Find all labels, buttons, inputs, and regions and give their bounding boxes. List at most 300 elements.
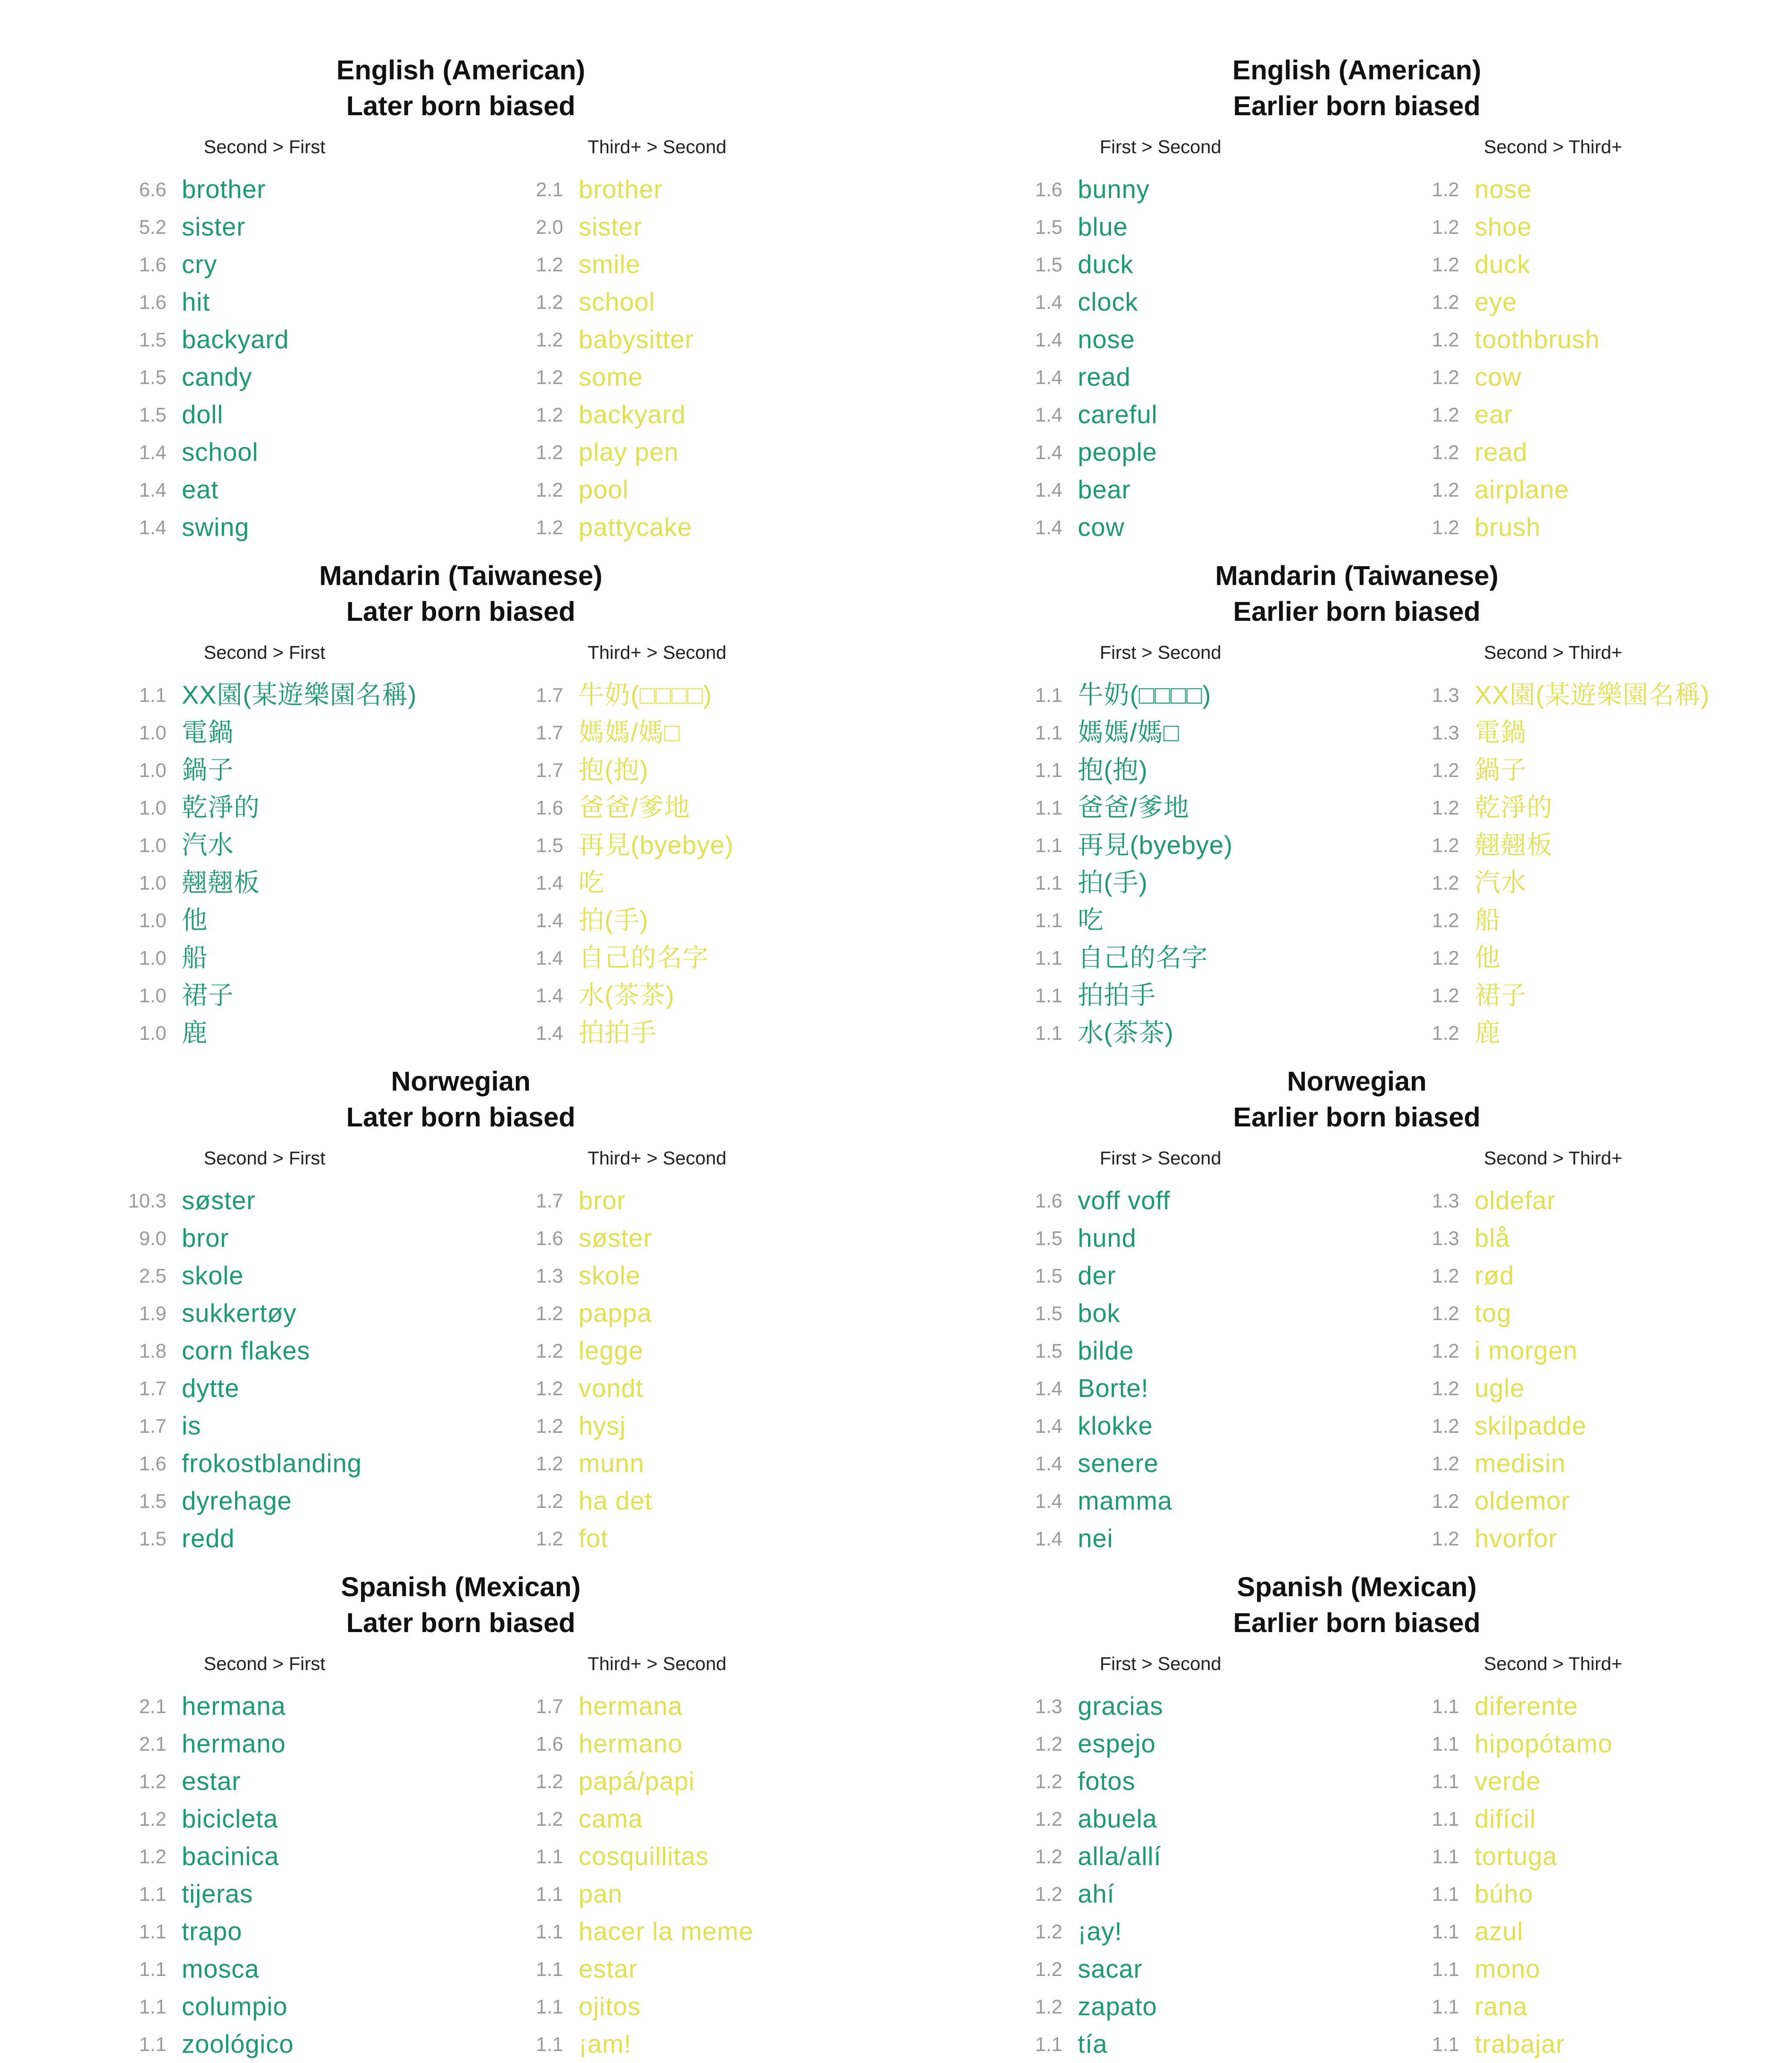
panel bbox=[896, 0, 1792, 541]
list-item bbox=[1417, 1370, 1792, 1407]
ratio-value: 1.7 bbox=[536, 1695, 563, 1717]
ratio-value: 1.4 bbox=[1035, 516, 1062, 538]
ratio-value: 1.7 bbox=[139, 1415, 166, 1437]
word: toothbrush bbox=[1475, 325, 1600, 354]
panel bbox=[896, 1011, 1792, 1553]
list-item bbox=[521, 1482, 905, 1520]
ratio-value: 1.2 bbox=[536, 253, 563, 276]
ratio-value: 1.2 bbox=[1432, 366, 1459, 388]
list-item bbox=[124, 1407, 508, 1445]
ratio-value: 1.3 bbox=[1432, 1227, 1459, 1249]
word: 拍(手) bbox=[579, 906, 649, 934]
word-list bbox=[124, 1688, 508, 2063]
ratio-value: 1.4 bbox=[1035, 366, 1062, 388]
ratio-value: 1.1 bbox=[1035, 722, 1062, 744]
word: 鍋子 bbox=[1475, 756, 1527, 784]
ratio-value: 1.1 bbox=[1432, 1958, 1459, 1980]
list-item bbox=[124, 2025, 508, 2063]
list-item bbox=[1020, 2025, 1404, 2063]
list-item bbox=[1417, 1219, 1792, 1257]
list-item bbox=[1417, 471, 1792, 509]
word: play pen bbox=[579, 438, 679, 466]
word: hermano bbox=[579, 1729, 683, 1758]
word: some bbox=[579, 363, 643, 391]
ratio-value: 9.0 bbox=[139, 1227, 166, 1249]
ratio-value: 1.4 bbox=[1035, 1415, 1062, 1437]
ratio-value: 1.3 bbox=[536, 1265, 563, 1287]
word: abuela bbox=[1078, 1804, 1158, 1833]
list-item bbox=[1020, 396, 1404, 434]
word: clock bbox=[1078, 288, 1138, 316]
column-header: Second > Third+ bbox=[1484, 1148, 1623, 1169]
ratio-value: 1.2 bbox=[536, 479, 563, 501]
word: 電鍋 bbox=[1475, 718, 1527, 747]
word: 水(茶茶) bbox=[579, 981, 675, 1010]
list-item bbox=[124, 1725, 508, 1763]
ratio-value: 1.2 bbox=[1432, 253, 1459, 276]
word: vondt bbox=[579, 1374, 643, 1402]
ratio-value: 1.1 bbox=[1035, 797, 1062, 819]
list-item bbox=[521, 751, 905, 789]
word: cosquillitas bbox=[579, 1842, 709, 1871]
ratio-value: 1.2 bbox=[536, 404, 563, 426]
word: estar bbox=[579, 1955, 638, 1983]
word: airplane bbox=[1475, 475, 1569, 504]
list-item bbox=[521, 396, 905, 434]
word: school bbox=[579, 288, 655, 316]
ratio-value: 1.5 bbox=[1035, 1265, 1062, 1287]
list-item bbox=[1417, 1295, 1792, 1332]
list-item bbox=[124, 1295, 508, 1332]
word: smile bbox=[579, 250, 641, 279]
word: 翹翹板 bbox=[1475, 831, 1553, 859]
word: skole bbox=[182, 1261, 244, 1290]
ratio-value: 1.2 bbox=[1432, 834, 1459, 856]
word: mono bbox=[1475, 1955, 1541, 1983]
ratio-value: 1.2 bbox=[1432, 479, 1459, 501]
list-item bbox=[1417, 1688, 1792, 1725]
panel-bias: Later born biased bbox=[346, 596, 576, 627]
word: ha det bbox=[579, 1487, 652, 1515]
word: dyrehage bbox=[182, 1487, 292, 1515]
list-item bbox=[1020, 1407, 1404, 1445]
word-list bbox=[1020, 1688, 1404, 2063]
ratio-value: 1.3 bbox=[1432, 684, 1459, 706]
word: hermano bbox=[182, 1729, 286, 1758]
word: hermana bbox=[182, 1692, 286, 1720]
word: blå bbox=[1475, 1224, 1510, 1252]
list-item bbox=[521, 1445, 905, 1482]
panel-bias: Later born biased bbox=[346, 90, 576, 121]
word: nose bbox=[1475, 175, 1532, 204]
ratio-value: 2.1 bbox=[536, 178, 563, 201]
word: oldefar bbox=[1475, 1186, 1556, 1215]
list-item bbox=[521, 676, 905, 714]
ratio-value: 1.4 bbox=[139, 516, 166, 538]
ratio-value: 5.2 bbox=[139, 216, 166, 238]
word: voff voff bbox=[1078, 1186, 1170, 1215]
list-item bbox=[521, 1763, 905, 1800]
list-item bbox=[521, 1370, 905, 1407]
ratio-value: 1.2 bbox=[536, 1808, 563, 1830]
ratio-value: 1.2 bbox=[1432, 1415, 1459, 1437]
list-item bbox=[1020, 1219, 1404, 1257]
word: people bbox=[1078, 438, 1158, 466]
panel bbox=[896, 1517, 1792, 2058]
ratio-value: 1.2 bbox=[139, 1845, 166, 1868]
word: skilpadde bbox=[1475, 1411, 1587, 1440]
ratio-value: 1.2 bbox=[1035, 1733, 1062, 1755]
list-item bbox=[1417, 171, 1792, 208]
ratio-value: 1.2 bbox=[1432, 291, 1459, 313]
word: Borte! bbox=[1078, 1374, 1149, 1402]
word: bicicleta bbox=[182, 1804, 278, 1833]
ratio-value: 1.1 bbox=[1432, 1920, 1459, 1943]
list-item bbox=[521, 434, 905, 471]
ratio-value: 1.2 bbox=[1432, 1265, 1459, 1287]
ratio-value: 1.4 bbox=[1035, 1452, 1062, 1475]
word: søster bbox=[579, 1224, 652, 1252]
word: blue bbox=[1078, 212, 1128, 241]
word: búho bbox=[1475, 1880, 1533, 1908]
ratio-value: 1.1 bbox=[1035, 984, 1062, 1007]
word: bear bbox=[1078, 475, 1131, 504]
list-item bbox=[124, 434, 508, 471]
panel-language: Mandarin (Taiwanese) bbox=[319, 560, 602, 591]
word: 吃 bbox=[579, 868, 605, 897]
list-item bbox=[124, 789, 508, 826]
list-item bbox=[521, 171, 905, 208]
list-item bbox=[1020, 1482, 1404, 1520]
ratio-value: 1.1 bbox=[536, 2033, 563, 2055]
ratio-value: 1.1 bbox=[139, 2033, 166, 2055]
word: 翹翹板 bbox=[182, 868, 260, 897]
word: columpio bbox=[182, 1992, 288, 2021]
word: tog bbox=[1475, 1299, 1512, 1327]
list-item bbox=[1417, 1257, 1792, 1295]
list-item bbox=[124, 246, 508, 283]
list-item bbox=[1020, 283, 1404, 321]
ratio-value: 1.2 bbox=[1432, 759, 1459, 781]
ratio-value: 1.0 bbox=[139, 1022, 166, 1044]
list-item bbox=[1020, 676, 1404, 714]
word: zoológico bbox=[182, 2030, 294, 2058]
ratio-value: 1.2 bbox=[1432, 1490, 1459, 1512]
list-item bbox=[124, 826, 508, 864]
word-list bbox=[124, 171, 508, 546]
list-item bbox=[1417, 1913, 1792, 1950]
word: read bbox=[1475, 438, 1528, 466]
column-header: Second > Third+ bbox=[1484, 1653, 1623, 1674]
list-item bbox=[521, 1407, 905, 1445]
ratio-value: 1.2 bbox=[1432, 1528, 1459, 1550]
list-item bbox=[1020, 1445, 1404, 1482]
list-item bbox=[1020, 321, 1404, 358]
word: 再見(byebye) bbox=[579, 831, 734, 859]
list-item bbox=[1020, 208, 1404, 246]
list-item bbox=[124, 676, 508, 714]
list-item bbox=[521, 1950, 905, 1988]
list-item bbox=[1020, 358, 1404, 396]
word-list bbox=[124, 676, 508, 1052]
ratio-value: 1.2 bbox=[1432, 909, 1459, 931]
word: munn bbox=[579, 1449, 645, 1478]
ratio-value: 1.6 bbox=[536, 1227, 563, 1249]
ratio-value: 1.5 bbox=[536, 834, 563, 856]
ratio-value: 1.1 bbox=[1432, 1695, 1459, 1717]
ratio-value: 1.2 bbox=[536, 1377, 563, 1400]
ratio-value: 1.4 bbox=[1035, 479, 1062, 501]
ratio-value: 1.4 bbox=[139, 479, 166, 501]
list-item bbox=[1417, 321, 1792, 358]
word: gracias bbox=[1078, 1692, 1164, 1720]
list-item bbox=[1020, 246, 1404, 283]
list-item bbox=[521, 1688, 905, 1725]
list-item bbox=[124, 1332, 508, 1370]
column-header: First > Second bbox=[1100, 1148, 1222, 1169]
list-item bbox=[1417, 789, 1792, 826]
ratio-value: 1.1 bbox=[139, 1996, 166, 2018]
word: skole bbox=[579, 1261, 641, 1290]
ratio-value: 1.4 bbox=[536, 909, 563, 931]
panel-title bbox=[896, 1569, 1792, 1641]
word: bunny bbox=[1078, 175, 1150, 204]
ratio-value: 1.5 bbox=[1035, 1340, 1062, 1362]
ratio-value: 1.3 bbox=[1432, 722, 1459, 744]
word: school bbox=[182, 438, 259, 466]
word: ugle bbox=[1475, 1374, 1525, 1402]
list-item bbox=[1417, 1838, 1792, 1875]
ratio-value: 1.4 bbox=[1035, 404, 1062, 426]
word: mosca bbox=[182, 1955, 259, 1983]
ratio-value: 1.1 bbox=[536, 1883, 563, 1905]
word: shoe bbox=[1475, 212, 1532, 241]
column-header: Second > Third+ bbox=[1484, 642, 1623, 663]
ratio-value: 1.6 bbox=[536, 797, 563, 819]
word: sacar bbox=[1078, 1955, 1143, 1983]
column-header: Second > First bbox=[204, 137, 326, 157]
word: oldemor bbox=[1475, 1487, 1570, 1515]
ratio-value: 1.8 bbox=[139, 1340, 166, 1362]
list-item bbox=[1417, 434, 1792, 471]
word: pappa bbox=[579, 1299, 652, 1327]
word: alla/allí bbox=[1078, 1842, 1161, 1871]
ratio-value: 1.2 bbox=[1432, 872, 1459, 894]
ratio-value: 1.1 bbox=[139, 684, 166, 706]
ratio-value: 1.4 bbox=[536, 984, 563, 1007]
word: difícil bbox=[1475, 1804, 1536, 1833]
panel-title bbox=[896, 558, 1792, 629]
ratio-value: 1.2 bbox=[536, 1302, 563, 1324]
word-list bbox=[124, 1182, 508, 1557]
ratio-value: 1.4 bbox=[1035, 1377, 1062, 1400]
word: 自己的名字 bbox=[579, 943, 709, 972]
word: 爸爸/爹地 bbox=[1078, 793, 1190, 822]
word: swing bbox=[182, 513, 250, 541]
word: brother bbox=[182, 175, 266, 204]
word: 汽水 bbox=[1475, 868, 1527, 897]
word: trabajar bbox=[1475, 2030, 1565, 2058]
list-item bbox=[1417, 902, 1792, 939]
ratio-value: 1.5 bbox=[139, 1528, 166, 1550]
ratio-value: 1.0 bbox=[139, 759, 166, 781]
ratio-value: 1.1 bbox=[1035, 1022, 1062, 1044]
word: verde bbox=[1475, 1767, 1541, 1795]
ratio-value: 1.5 bbox=[139, 329, 166, 351]
list-item bbox=[521, 826, 905, 864]
word: rød bbox=[1475, 1261, 1514, 1290]
ratio-value: 1.2 bbox=[1035, 1845, 1062, 1868]
list-item bbox=[521, 208, 905, 246]
word: 自己的名字 bbox=[1078, 943, 1208, 972]
word: cow bbox=[1475, 363, 1521, 391]
word: bok bbox=[1078, 1299, 1120, 1327]
word: 抱(抱) bbox=[579, 756, 649, 784]
list-item bbox=[1417, 1875, 1792, 1913]
list-item bbox=[1020, 751, 1404, 789]
ratio-value: 1.3 bbox=[1432, 1190, 1459, 1212]
ratio-value: 1.4 bbox=[139, 441, 166, 463]
list-item bbox=[124, 1370, 508, 1407]
list-item bbox=[521, 1219, 905, 1257]
list-item bbox=[1417, 1482, 1792, 1520]
list-item bbox=[124, 1875, 508, 1913]
ratio-value: 1.1 bbox=[1035, 759, 1062, 781]
word: 水(茶茶) bbox=[1078, 1018, 1174, 1047]
ratio-value: 1.5 bbox=[1035, 253, 1062, 276]
ratio-value: 1.6 bbox=[536, 1733, 563, 1755]
word: tortuga bbox=[1475, 1842, 1557, 1871]
panel-title bbox=[0, 1063, 922, 1135]
list-item bbox=[521, 1913, 905, 1950]
column-header: First > Second bbox=[1100, 1653, 1222, 1674]
word: hysj bbox=[579, 1411, 626, 1440]
ratio-value: 1.6 bbox=[1035, 178, 1062, 201]
ratio-value: 1.1 bbox=[1035, 909, 1062, 931]
word: 汽水 bbox=[182, 831, 234, 859]
word: brush bbox=[1475, 513, 1541, 541]
word: søster bbox=[182, 1186, 256, 1215]
ratio-value: 1.1 bbox=[1035, 684, 1062, 706]
ratio-value: 1.0 bbox=[139, 872, 166, 894]
list-item bbox=[1417, 1988, 1792, 2025]
list-item bbox=[521, 1988, 905, 2025]
word: der bbox=[1078, 1261, 1116, 1290]
ratio-value: 1.4 bbox=[1035, 441, 1062, 463]
list-item bbox=[1417, 1763, 1792, 1800]
ratio-value: 1.1 bbox=[1432, 1808, 1459, 1830]
ratio-value: 1.2 bbox=[1432, 797, 1459, 819]
ratio-value: 2.1 bbox=[139, 1733, 166, 1755]
list-item bbox=[124, 1445, 508, 1482]
list-item bbox=[521, 1295, 905, 1332]
ratio-value: 1.1 bbox=[1035, 2033, 1062, 2055]
word: 吃 bbox=[1078, 906, 1104, 934]
word: 抱(抱) bbox=[1078, 756, 1148, 784]
panel bbox=[0, 506, 896, 1047]
word: pan bbox=[579, 1880, 623, 1908]
word: rana bbox=[1475, 1992, 1528, 2021]
word: ojitos bbox=[579, 1992, 641, 2021]
list-item bbox=[124, 1950, 508, 1988]
ratio-value: 2.0 bbox=[536, 216, 563, 238]
ratio-value: 1.6 bbox=[1035, 1190, 1062, 1212]
word: ¡ay! bbox=[1078, 1917, 1123, 1946]
ratio-value: 1.2 bbox=[1432, 1302, 1459, 1324]
ratio-value: 1.6 bbox=[139, 253, 166, 276]
list-item bbox=[1020, 939, 1404, 977]
list-item bbox=[1020, 1370, 1404, 1407]
ratio-value: 1.5 bbox=[139, 366, 166, 388]
word-list bbox=[1020, 171, 1404, 546]
ratio-value: 1.1 bbox=[139, 1958, 166, 1980]
word: 鍋子 bbox=[182, 756, 234, 784]
list-item bbox=[124, 714, 508, 751]
panel-bias: Earlier born biased bbox=[1233, 1607, 1481, 1638]
word: 鹿 bbox=[1475, 1018, 1501, 1047]
list-item bbox=[124, 471, 508, 509]
ratio-value: 1.7 bbox=[139, 1377, 166, 1400]
ratio-value: 1.7 bbox=[536, 722, 563, 744]
ratio-value: 1.1 bbox=[1432, 1770, 1459, 1792]
word: bror bbox=[182, 1224, 229, 1252]
column-header: Second > Third+ bbox=[1484, 137, 1623, 157]
word: XX園(某遊樂園名稱) bbox=[182, 681, 417, 709]
word: 媽媽/媽□ bbox=[1078, 718, 1179, 747]
word-list bbox=[521, 676, 905, 1052]
word: sister bbox=[579, 212, 643, 241]
word-list bbox=[1020, 676, 1404, 1052]
word: hipopótamo bbox=[1475, 1729, 1613, 1758]
list-item bbox=[521, 1257, 905, 1295]
list-item bbox=[1020, 1763, 1404, 1800]
ratio-value: 6.6 bbox=[139, 178, 166, 201]
word: 拍拍手 bbox=[579, 1018, 657, 1047]
column-header: First > Second bbox=[1100, 642, 1222, 663]
ratio-value: 1.3 bbox=[1035, 1695, 1062, 1717]
word: estar bbox=[182, 1767, 241, 1795]
word: 他 bbox=[182, 906, 208, 934]
ratio-value: 1.2 bbox=[536, 516, 563, 538]
list-item bbox=[124, 864, 508, 902]
ratio-value: 2.1 bbox=[139, 1695, 166, 1717]
list-item bbox=[1417, 396, 1792, 434]
ratio-value: 1.1 bbox=[536, 1996, 563, 2018]
panel-title bbox=[896, 52, 1792, 124]
list-item bbox=[1417, 826, 1792, 864]
panel-language: English (American) bbox=[1232, 55, 1481, 85]
ratio-value: 1.1 bbox=[1432, 1845, 1459, 1868]
list-item bbox=[1417, 1800, 1792, 1838]
ratio-value: 1.2 bbox=[1432, 178, 1459, 201]
word: 牛奶(□□□□) bbox=[1078, 681, 1211, 709]
ratio-value: 1.5 bbox=[1035, 1227, 1062, 1249]
ratio-value: 1.4 bbox=[1035, 1528, 1062, 1550]
column-header: Second > First bbox=[204, 642, 326, 663]
list-item bbox=[1020, 1182, 1404, 1219]
ratio-value: 1.2 bbox=[1432, 947, 1459, 969]
list-item bbox=[1020, 1988, 1404, 2025]
ratio-value: 1.2 bbox=[1432, 1340, 1459, 1362]
ratio-value: 1.7 bbox=[536, 1190, 563, 1212]
word: cow bbox=[1078, 513, 1125, 541]
list-item bbox=[1020, 1688, 1404, 1725]
list-item bbox=[124, 1988, 508, 2025]
ratio-value: 1.4 bbox=[536, 1022, 563, 1044]
ratio-value: 1.5 bbox=[139, 1490, 166, 1512]
panel-bias: Earlier born biased bbox=[1233, 1102, 1481, 1132]
ratio-value: 1.7 bbox=[536, 759, 563, 781]
